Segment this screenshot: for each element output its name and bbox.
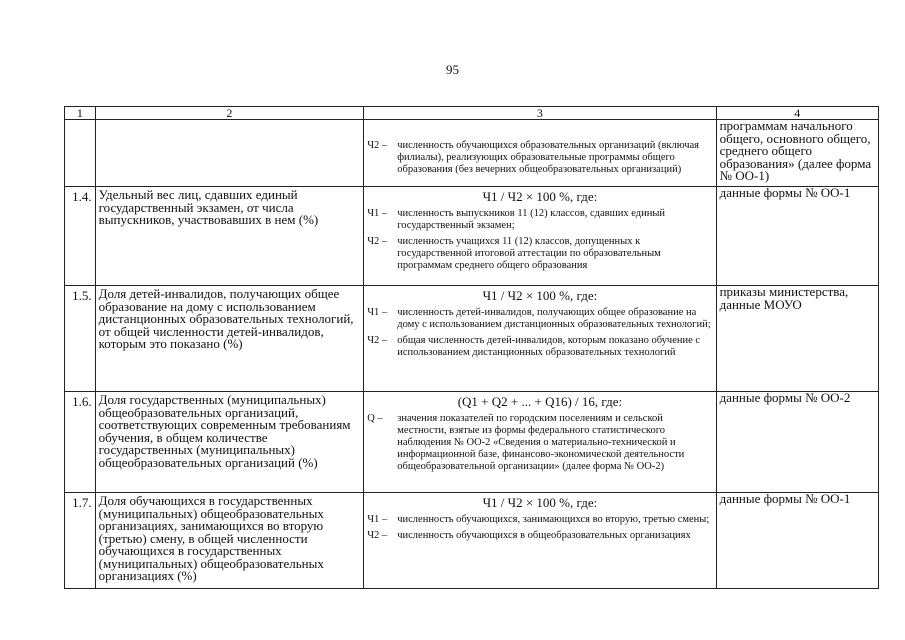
definition-text: численность детей-инвалидов, получающих общее образование на дому с использованием дистанционных образовательных технологий;: [397, 307, 711, 330]
calculation-method: [364, 286, 716, 392]
indicator-name: Доля обучающихся в государственных (муниципальных) общеобразовательных организациях, занимающихся во вторую (третью) смену, в общей численности обучающихся в государственных (муниципальных) общеобразовательных организациях (%): [95, 493, 364, 589]
formula-definition: [367, 236, 712, 272]
definition-symbol: Ч1 –: [367, 514, 388, 525]
formula: Ч1 / Ч2 × 100 %, где:: [482, 288, 598, 303]
indicators-table: [64, 106, 879, 589]
header-col-4: 4: [716, 107, 878, 120]
page-number: 95: [446, 62, 459, 77]
calculation-method: [364, 187, 716, 286]
header-col-2: 2: [95, 107, 364, 120]
calculation-method: [364, 392, 716, 493]
row-number: 1.6.: [65, 392, 96, 493]
calculation-method: [364, 493, 716, 589]
indicator-name: Доля государственных (муниципальных) общеобразовательных организаций, соответствующих современным требованиям обучения, в общем количестве государственных (муниципальных) общеобразовательных организаций (%): [95, 392, 364, 493]
calculation-method: [364, 120, 716, 187]
row-number: 1.4.: [65, 187, 96, 286]
definition-symbol: Ч1 –: [367, 208, 388, 219]
data-source: приказы министерства, данные МОУО: [716, 286, 878, 392]
formula-definition: [367, 514, 712, 526]
row-number: 1.7.: [65, 493, 96, 589]
table-row: [65, 120, 879, 187]
data-source: данные формы № ОО-2: [716, 392, 878, 493]
indicator-name: Удельный вес лиц, сдавших единый государственный экзамен, от числа выпускников, участвовавших в нем (%): [95, 187, 364, 286]
formula: Ч1 / Ч2 × 100 %, где:: [482, 189, 598, 204]
definition-symbol: Ч2 –: [367, 530, 388, 541]
row-number: 1.5.: [65, 286, 96, 392]
formula: Ч1 / Ч2 × 100 %, где:: [482, 495, 598, 510]
indicator-name: Доля детей-инвалидов, получающих общее образование на дому с использованием дистанционных образовательных технологий, от общей численности детей-инвалидов, которым это показано (%): [95, 286, 364, 392]
formula-definition: [367, 140, 712, 176]
definition-symbol: Q –: [367, 413, 383, 424]
data-source: программам начального общего, основного общего, среднего общего образования» (далее форма № ОО-1): [716, 120, 878, 187]
formula-definition: [367, 307, 712, 331]
definition-symbol: Ч1 –: [367, 307, 388, 318]
definition-symbol: Ч2 –: [367, 335, 388, 346]
table-row: [65, 286, 879, 392]
definition-text: численность выпускников 11 (12) классов, сдавших единый государственный экзамен;: [397, 208, 665, 231]
definition-symbol: Ч2 –: [367, 236, 388, 247]
definition-symbol: Ч2 –: [367, 140, 388, 151]
definition-text: численность обучающихся, занимающихся во вторую, третью смены;: [397, 514, 710, 525]
table-row: [65, 392, 879, 493]
definition-text: значения показателей по городским поселениям и сельской местности, взятые из формы федерального статистического наблюдения № ОО-2 «Сведения о материально-технической и информационной базе, финансово-экономической деятельности общеобразовательной организации» (далее форма № ОО-2): [397, 413, 685, 472]
definition-text: численность обучающихся образовательных организаций (включая филиалы), реализующих образовательные программы общего образования (без вечерних общеобразовательных организаций): [397, 140, 699, 175]
formula-definition: [367, 413, 712, 473]
data-source: данные формы № ОО-1: [716, 493, 878, 589]
table-row: [65, 187, 879, 286]
formula-definition: [367, 208, 712, 232]
definition-text: общая численность детей-инвалидов, которым показано обучение с использованием дистанционных образовательных технологий: [397, 335, 701, 358]
table-row: [65, 493, 879, 589]
formula: (Q1 + Q2 + ... + Q16) / 16, где:: [457, 394, 623, 409]
formula-definition: [367, 335, 712, 359]
indicator-name: [95, 120, 364, 187]
definition-text: численность учащихся 11 (12) классов, допущенных к государственной итоговой аттестации по образовательным программам среднего общего образования: [397, 236, 661, 271]
row-number: [65, 120, 96, 187]
header-col-3: 3: [364, 107, 716, 120]
header-col-1: 1: [65, 107, 96, 120]
data-source: данные формы № ОО-1: [716, 187, 878, 286]
formula-definition: [367, 530, 712, 542]
definition-text: численность обучающихся в общеобразовательных организациях: [397, 530, 691, 541]
